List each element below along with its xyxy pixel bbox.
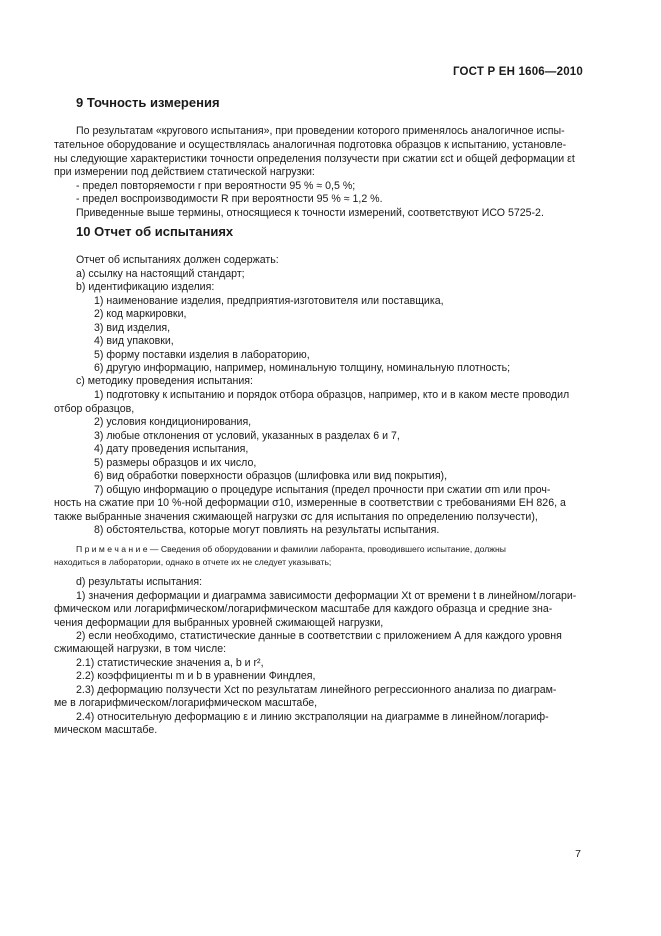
note-line: П р и м е ч а н и е — Сведения об оборудовании и фамилии лаборанта, проводившего испытание, должны xyxy=(76,544,506,554)
list-item: 6) другую информацию, например, номинальную толщину, номинальную плотность; xyxy=(94,362,511,374)
list-item: a) ссылку на настоящий стандарт; xyxy=(76,268,245,280)
paragraph-line: отбор образцов, xyxy=(54,403,135,415)
list-item: - предел повторяемости r при вероятности 95 % ≈ 0,5 %; xyxy=(76,180,356,192)
list-item: d) результаты испытания: xyxy=(76,576,203,588)
list-item: 8) обстоятельства, которые могут повлиять на результаты испытания. xyxy=(94,524,440,536)
list-item: 2.4) относительную деформацию ε и линию экстраполяции на диаграмме в линейном/логариф- xyxy=(76,711,549,723)
list-item: 5) форму поставки изделия в лабораторию, xyxy=(94,349,310,361)
list-item: 2) код маркировки, xyxy=(94,308,187,320)
list-item: 2) если необходимо, статистические данные в соответствии с приложением А для каждого уровня xyxy=(76,630,562,642)
paragraph-line: фмическом или логарифмическом/логарифмическом масштабе для каждого образца и средние зна- xyxy=(54,603,553,615)
list-item: 6) вид обработки поверхности образцов (шлифовка или вид покрытия), xyxy=(94,470,448,482)
document-header: ГОСТ Р ЕН 1606—2010 xyxy=(452,66,583,78)
list-item: - предел воспроизводимости R при вероятности 95 % ≈ 1,2 %. xyxy=(76,193,383,205)
paragraph-line: также выбранные значения сжимающей нагрузки σc для испытания по определению ползучести), xyxy=(54,511,538,523)
list-item: 7) общую информацию о процедуре испытания (предел прочности при сжатии σm или проч- xyxy=(94,484,551,496)
page-number: 7 xyxy=(575,848,581,860)
list-item: 4) вид упаковки, xyxy=(94,335,174,347)
section-9-heading: 9 Точность измерения xyxy=(76,95,220,110)
list-item: 2.3) деформацию ползучести Xct по результатам линейного регрессионного анализа по диаграм- xyxy=(76,684,557,696)
paragraph-line: мическом масштабе. xyxy=(54,724,158,736)
paragraph-line: ность на сжатие при 10 %-ной деформации σ10, измеренные в соответствии с требованиями ЕН 826, а xyxy=(54,497,566,509)
list-item: c) методику проведения испытания: xyxy=(76,375,253,387)
list-item: b) идентификацию изделия: xyxy=(76,281,215,293)
list-item: 2.1) статистические значения a, b и r², xyxy=(76,657,264,669)
paragraph-line: ме в логарифмическом/логарифмическом масштабе, xyxy=(54,697,318,709)
paragraph-line: чения деформации для выбранных уровней сжимающей нагрузки, xyxy=(54,617,384,629)
list-item: 1) подготовку к испытанию и порядок отбора образцов, например, кто и в каком месте проводил xyxy=(94,389,570,401)
list-item: 1) значения деформации и диаграмма зависимости деформации Xt от времени t в линейном/логари- xyxy=(76,590,577,602)
paragraph-line: при измерении под действием статической нагрузки: xyxy=(54,166,315,178)
paragraph-line: Приведенные выше термины, относящиеся к точности измерений, соответствуют ИСО 5725-2. xyxy=(76,207,544,219)
paragraph-line: По результатам «кругового испытания», при проведении которого применялось аналогичное испы- xyxy=(76,125,565,137)
list-item: 5) размеры образцов и их число, xyxy=(94,457,257,469)
list-item: 3) вид изделия, xyxy=(94,322,171,334)
paragraph-line: ны следующие характеристики точности определения ползучести при сжатии εct и общей деформации εt xyxy=(54,153,575,165)
note-line: находиться в лаборатории, однако в отчете их не следует указывать; xyxy=(54,557,332,567)
list-item: 2) условия кондиционирования, xyxy=(94,416,252,428)
list-item: 2.2) коэффициенты m и b в уравнении Финдлея, xyxy=(76,670,316,682)
paragraph-line: Отчет об испытаниях должен содержать: xyxy=(76,254,279,266)
paragraph-line: тательное оборудование и осуществлялась аналогичная подготовка образцов к испытанию, установле- xyxy=(54,139,567,151)
section-10-heading: 10 Отчет об испытаниях xyxy=(76,224,234,239)
list-item: 4) дату проведения испытания, xyxy=(94,443,249,455)
paragraph-line: сжимающей нагрузки, в том числе: xyxy=(54,643,227,655)
list-item: 1) наименование изделия, предприятия-изготовителя или поставщика, xyxy=(94,295,444,307)
list-item: 3) любые отклонения от условий, указанных в разделах 6 и 7, xyxy=(94,430,400,442)
